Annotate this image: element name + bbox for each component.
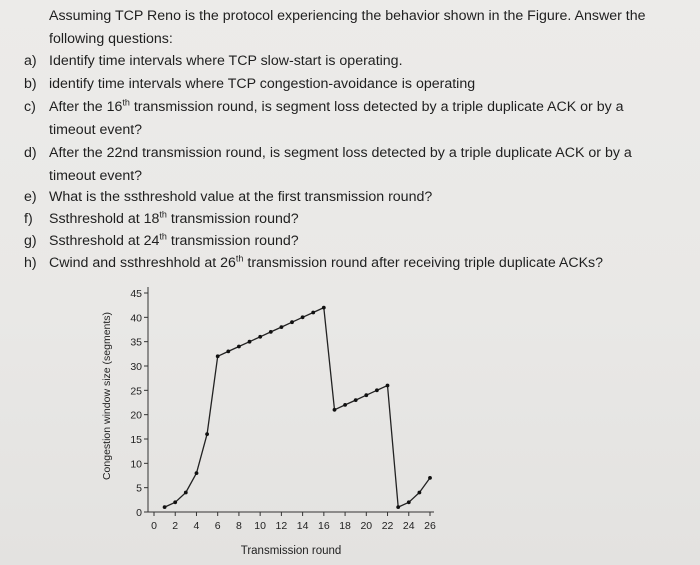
x-axis-label: Transmission round [240, 545, 342, 557]
intro-paragraph: Assuming TCP Reno is the protocol experiencing the behavior shown in the Figure. Answer the following questions: [49, 8, 646, 47]
question-letter: b) [24, 76, 37, 92]
question-letter: g) [24, 233, 37, 249]
y-tick-label: 30 [130, 361, 142, 373]
data-point [173, 500, 177, 504]
data-point [364, 393, 368, 397]
data-point [226, 350, 230, 354]
data-point [407, 500, 411, 504]
x-tick-label: 22 [381, 520, 394, 532]
y-tick-label: 10 [130, 458, 142, 471]
data-point [269, 330, 273, 334]
data-point [237, 345, 241, 349]
question-text: What is the ssthreshold value at the first transmission round? [49, 189, 433, 205]
x-tick-label: 4 [193, 520, 200, 532]
data-point [333, 408, 337, 412]
question-text: After the 16th transmission round, is segment loss detected by a triple duplicate ACK or by a timeout event? [49, 97, 624, 138]
y-tick-label: 15 [130, 434, 142, 446]
question-letter: a) [24, 53, 37, 69]
data-point [280, 325, 284, 329]
y-axis-label: Congestion window size (segments) [101, 311, 113, 481]
x-tick-label: 20 [360, 520, 373, 532]
question-letter: f) [24, 211, 33, 227]
data-point [418, 491, 422, 495]
question-text: After the 22nd transmission round, is segment loss detected by a triple duplicate ACK or by a timeout event? [49, 145, 632, 184]
data-point [311, 311, 315, 315]
x-tick-label: 12 [275, 520, 288, 532]
data-point [322, 306, 326, 310]
question-text: Cwind and ssthreshhold at 26th transmission round after receiving triple duplicate ACKs? [49, 253, 604, 271]
data-point [343, 403, 347, 407]
x-tick-label: 8 [236, 520, 242, 532]
data-point [163, 505, 167, 509]
data-point [354, 398, 358, 402]
question-text: identify time intervals where TCP congestion-avoidance is operating [49, 76, 476, 92]
question-letter: h) [24, 255, 37, 271]
x-tick-label: 24 [402, 520, 415, 532]
y-tick-label: 40 [130, 312, 142, 325]
data-point [248, 340, 252, 344]
x-tick-label: 18 [339, 520, 351, 532]
x-tick-label: 16 [318, 520, 330, 532]
data-point [301, 315, 305, 319]
data-point [195, 471, 199, 475]
y-axis [130, 287, 148, 519]
data-point [386, 384, 390, 388]
y-tick-label: 25 [130, 385, 142, 398]
question-text: Identify time intervals where TCP slow-start is operating. [49, 53, 403, 69]
question-text: Ssthreshold at 18th transmission round? [49, 209, 299, 227]
x-tick-label: 10 [254, 520, 266, 532]
x-tick-label: 14 [296, 520, 309, 532]
x-tick-label: 2 [172, 520, 179, 532]
chart-series [163, 306, 432, 509]
y-tick-label: 35 [130, 336, 142, 349]
x-axis [148, 512, 436, 532]
y-tick-label: 20 [130, 409, 142, 422]
y-tick-label: 0 [136, 507, 142, 519]
data-point [428, 476, 432, 480]
data-point [205, 432, 209, 436]
data-point [184, 491, 188, 495]
data-point [375, 388, 379, 392]
data-point [396, 505, 400, 509]
y-tick-label: 5 [136, 482, 142, 495]
x-tick-label: 26 [424, 520, 436, 532]
series-line [165, 308, 430, 508]
x-tick-label: 6 [214, 520, 221, 532]
congestion-window-chart [92, 278, 462, 563]
x-tick-label: 0 [151, 520, 157, 532]
y-tick-label: 45 [130, 288, 142, 300]
question-letter: d) [24, 145, 37, 161]
question-text: Ssthreshold at 24th transmission round? [49, 231, 299, 249]
question-letter: e) [24, 189, 37, 205]
data-point [216, 354, 220, 358]
question-letter: c) [24, 99, 36, 115]
data-point [290, 320, 294, 324]
data-point [258, 335, 262, 339]
